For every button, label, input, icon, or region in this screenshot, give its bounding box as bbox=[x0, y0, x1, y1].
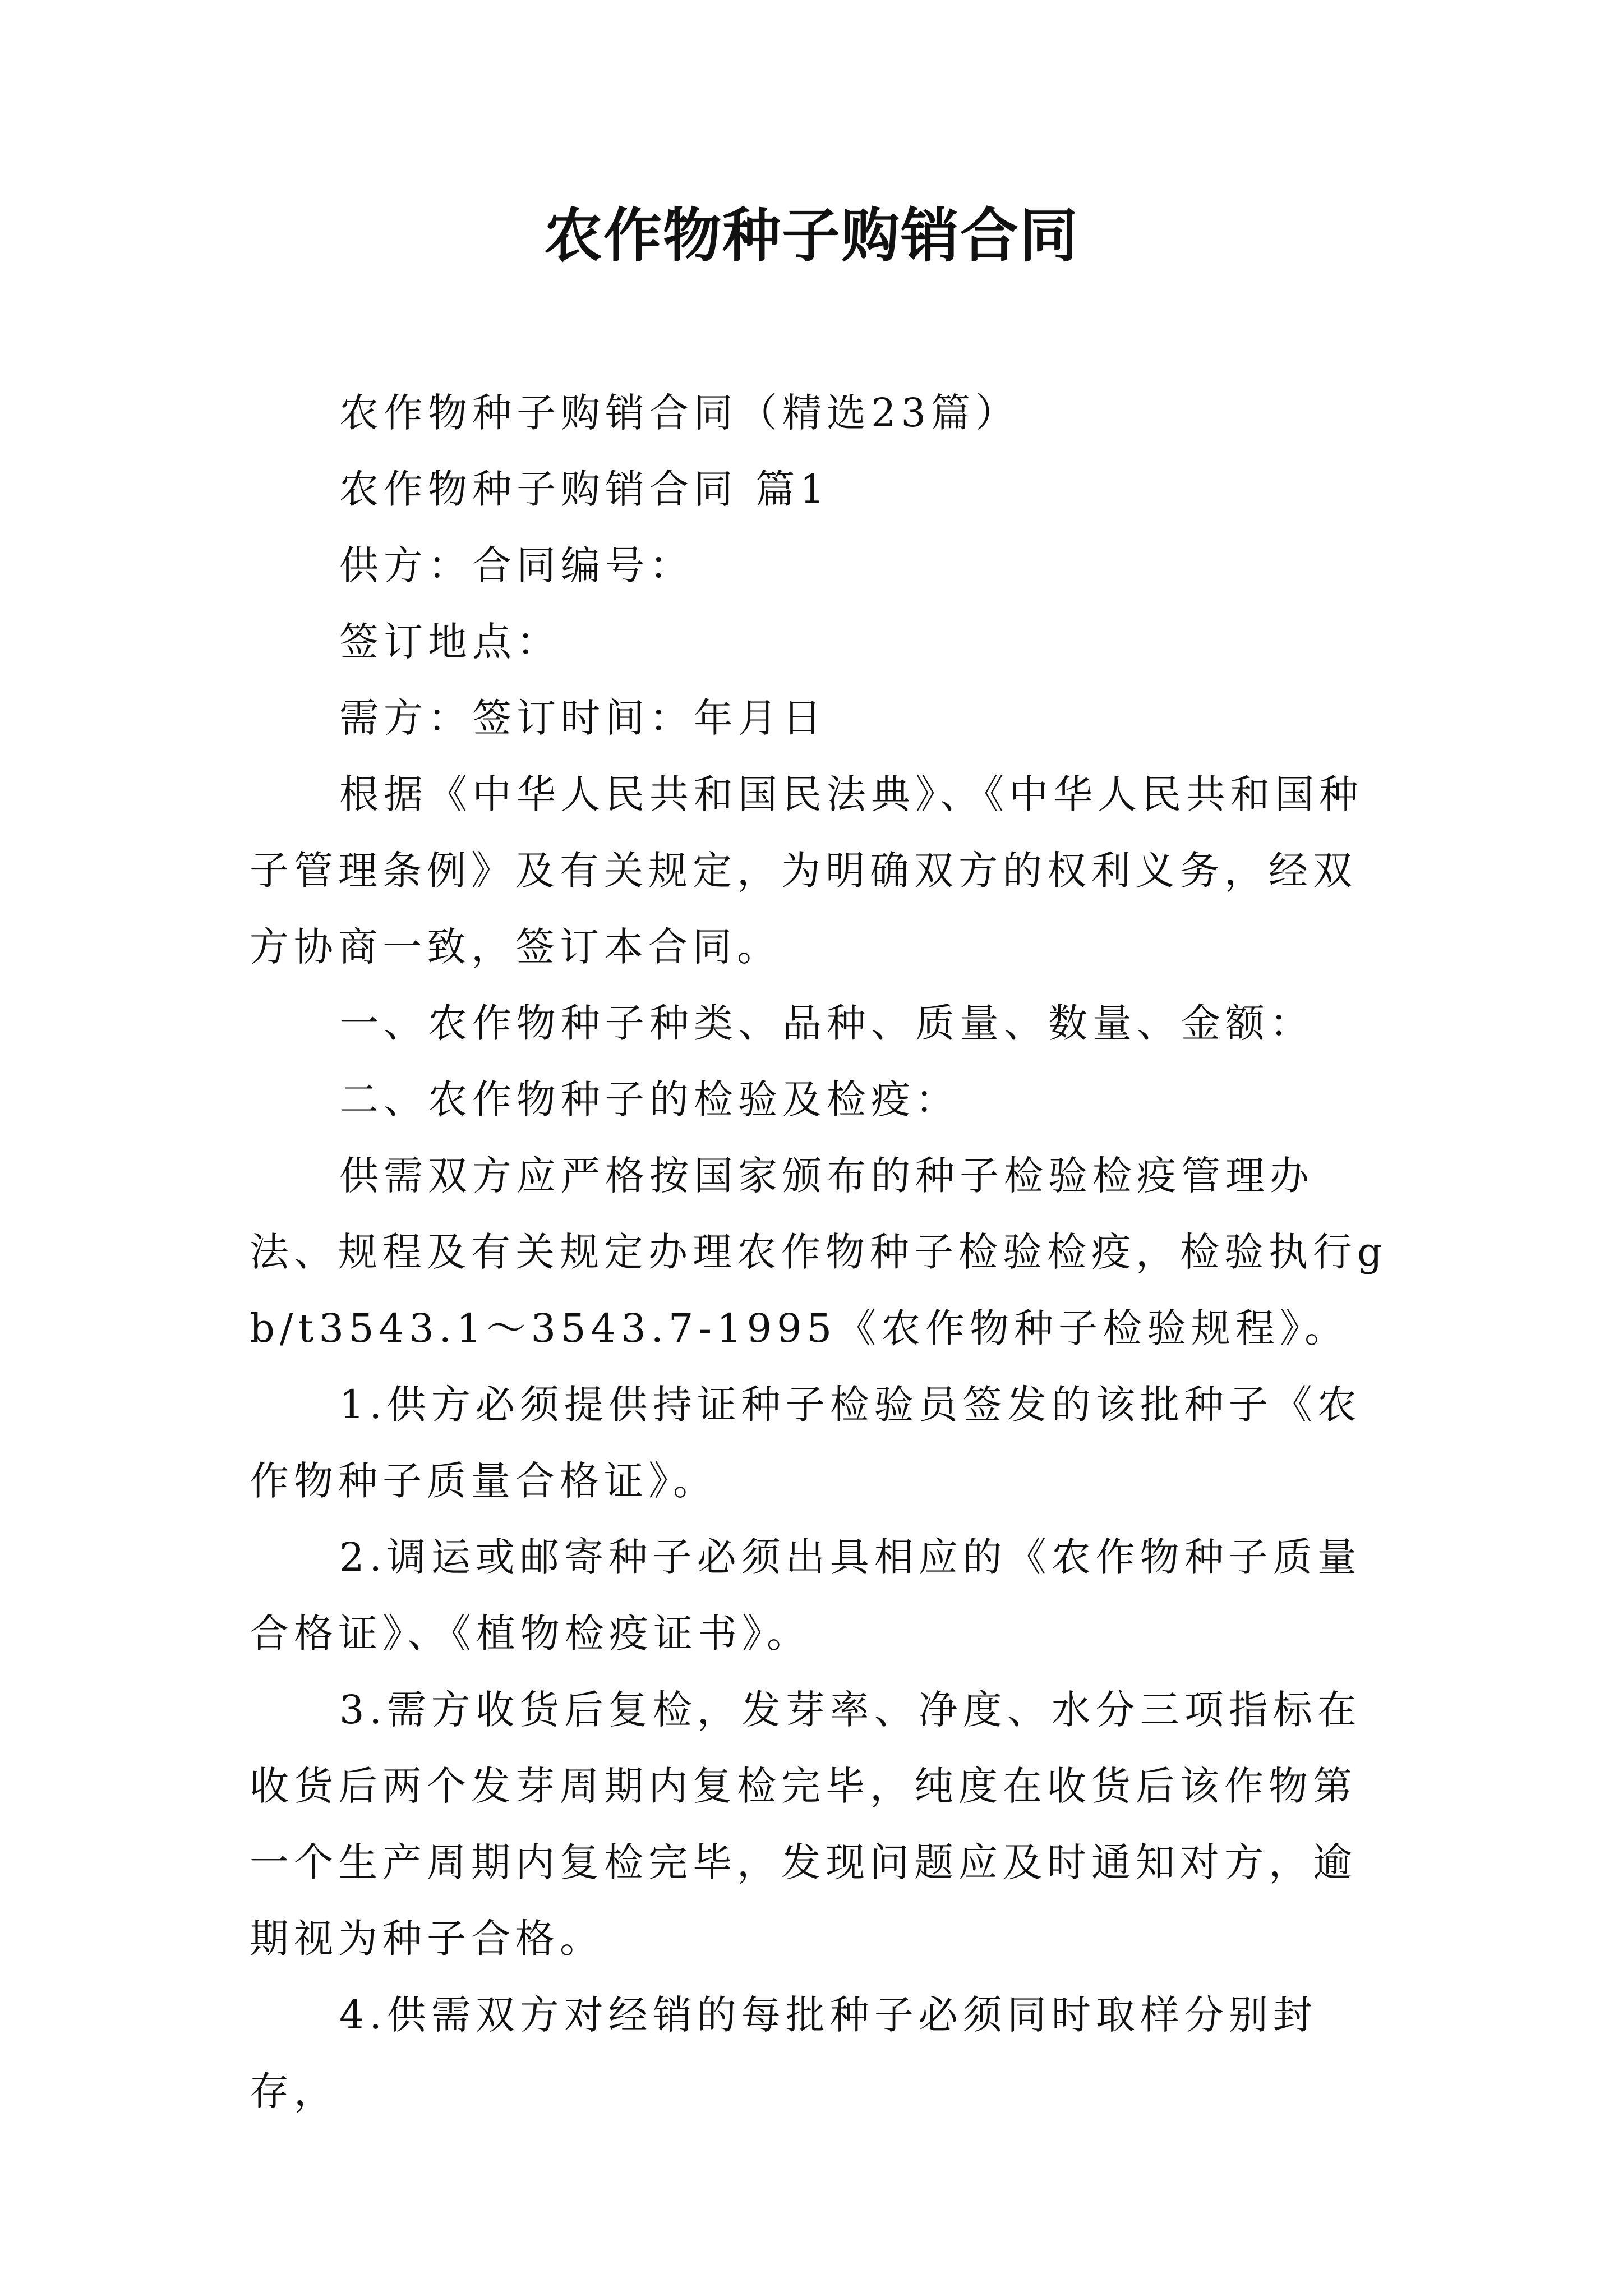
paragraph-section-heading: 农作物种子购销合同 篇1 bbox=[339, 466, 830, 512]
paragraph-supplier: 供方：合同编号： bbox=[339, 542, 694, 588]
document-body bbox=[250, 375, 1388, 2129]
paragraph-signing-place: 签订地点： bbox=[339, 619, 561, 665]
paragraph-item-4: 4.供需双方对经销的每批种子必须同时取样分别封存， bbox=[250, 1992, 1317, 2114]
document-title: 农作物种子购销合同 bbox=[543, 201, 1079, 270]
paragraph-item-1: 1.供方必须提供持证种子检验员签发的该批种子《农作物种子质量合格证》。 bbox=[250, 1382, 1362, 1504]
paragraph-legal-basis: 根据《中华人民共和国民法典》、《中华人民共和国种子管理条例》及有关规定，为明确双方的权利义务，经双方协商一致，签订本合同。 bbox=[250, 771, 1363, 970]
paragraph-item-2: 2.调运或邮寄种子必须出具相应的《农作物种子质量合格证》、《植物检疫证书》。 bbox=[250, 1534, 1362, 1657]
paragraph-clause-one: 一、农作物种子种类、品种、质量、数量、金额： bbox=[339, 1000, 1314, 1046]
paragraph-inspection-rules: 供需双方应严格按国家颁布的种子检验检疫管理办法、规程及有关规定办理农作物种子检验检疫，检验执行gb/t3543.1～3543.7-1995《农作物种子检验规程》。 bbox=[250, 1153, 1387, 1351]
paragraph-item-3: 3.需方收货后复检，发芽率、净度、水分三项指标在收货后两个发芽周期内复检完毕，纯度在收货后该作物第一个生产周期内复检完毕，发现问题应及时通知对方，逾期视为种子合格。 bbox=[250, 1687, 1362, 1962]
paragraph-buyer: 需方：签订时间：年月日 bbox=[339, 695, 827, 741]
paragraph-subtitle: 农作物种子购销合同（精选23篇） bbox=[339, 390, 1020, 436]
paragraph-clause-two: 二、农作物种子的检验及检疫： bbox=[339, 1076, 960, 1122]
